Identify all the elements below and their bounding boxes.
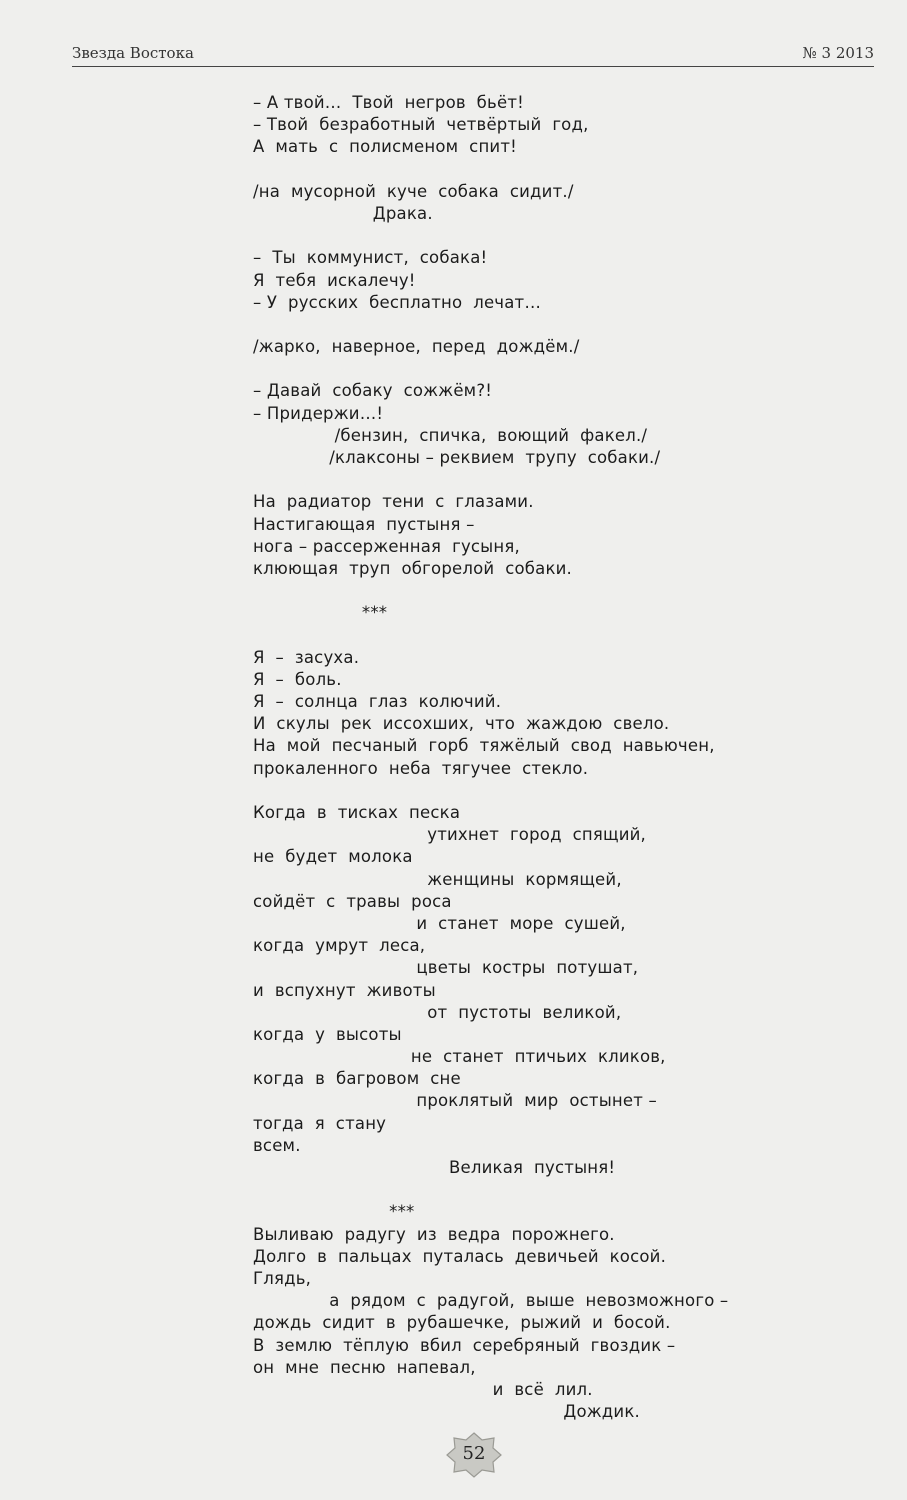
poem-line: Глядь, bbox=[253, 1268, 312, 1288]
issue-number: № 3 2013 bbox=[802, 44, 874, 62]
poem-line: На мой песчаный горб тяжёлый свод навьючен, bbox=[253, 736, 715, 756]
poem-line: клюющая труп обгорелой собаки. bbox=[253, 558, 572, 578]
poem-line: – Давай собаку сожжём?! bbox=[253, 381, 493, 401]
poem-line: он мне песню напевал, bbox=[253, 1357, 476, 1377]
poem-line: – А твой… Твой негров бьёт! bbox=[253, 93, 524, 112]
poem-line: сойдёт с травы роса bbox=[253, 891, 452, 911]
poem-line: тогда я стану bbox=[253, 1113, 387, 1133]
poem-line: женщины кормящей, bbox=[253, 869, 622, 889]
poem-line: Дождик. bbox=[253, 1402, 640, 1422]
poem-line: /жарко, наверное, перед дождём./ bbox=[253, 337, 580, 357]
poem-line: – У русских бесплатно лечат… bbox=[253, 292, 542, 312]
stanza-gap bbox=[253, 780, 773, 802]
poem-line: не будет молока bbox=[253, 847, 413, 867]
poem-line: утихнет город спящий, bbox=[253, 825, 646, 845]
stanza-gap bbox=[253, 314, 773, 336]
poem-text bbox=[253, 92, 773, 1423]
poem-line: – Твой безработный четвёртый год, bbox=[253, 115, 589, 135]
journal-title: Звезда Востока bbox=[72, 44, 194, 62]
poem-line: Я тебя искалечу! bbox=[253, 270, 416, 290]
poem-line: /на мусорной куче собака сидит./ bbox=[253, 181, 574, 201]
poem-line: когда умрут леса, bbox=[253, 936, 426, 956]
poem-line: и вспухнут животы bbox=[253, 980, 436, 1000]
poem-line: дождь сидит в рубашечке, рыжий и босой. bbox=[253, 1313, 671, 1333]
stanza-gap bbox=[253, 159, 773, 181]
poem-line: нога – рассерженная гусыня, bbox=[253, 536, 520, 556]
poem-line: Долго в пальцах путалась девичьей косой. bbox=[253, 1246, 667, 1266]
poem-line: прокаленного неба тягучее стекло. bbox=[253, 758, 589, 778]
poem-line: проклятый мир остынет – bbox=[253, 1091, 657, 1111]
poem-line: и станет море сушей, bbox=[253, 913, 626, 933]
poem-line: не станет птичьих кликов, bbox=[253, 1047, 666, 1067]
poem-line: /бензин, спичка, воющий факел./ bbox=[253, 425, 648, 445]
poem-line: Выливаю радугу из ведра порожнего. bbox=[253, 1224, 615, 1244]
header-divider bbox=[72, 66, 874, 67]
poem-line: *** bbox=[253, 1202, 415, 1222]
stanza-gap bbox=[253, 1179, 773, 1201]
page-number-badge bbox=[446, 1432, 502, 1478]
poem-line: когда в багровом сне bbox=[253, 1069, 461, 1089]
poem-line: – Придержи…! bbox=[253, 403, 384, 423]
poem-line: Я – боль. bbox=[253, 669, 342, 689]
poem-line: всем. bbox=[253, 1135, 301, 1155]
poem-line: /клаксоны – реквием трупу собаки./ bbox=[253, 448, 661, 467]
poem-line: Я – солнца глаз колючий. bbox=[253, 692, 502, 712]
stanza-gap bbox=[253, 625, 773, 647]
poem-line: и всё лил. bbox=[253, 1379, 593, 1399]
poem-line: И скулы рек иссохших, что жаждою свело. bbox=[253, 714, 670, 734]
poem-line: а рядом с радугой, выше невозможного – bbox=[253, 1291, 729, 1311]
poem-line: Драка. bbox=[253, 203, 433, 223]
stanza-gap bbox=[253, 225, 773, 247]
page-header bbox=[72, 42, 874, 66]
poem-line: Я – засуха. bbox=[253, 647, 360, 667]
poem-line: На радиатор тени с глазами. bbox=[253, 492, 534, 512]
poem-line: Когда в тисках песка bbox=[253, 803, 461, 822]
poem-line: когда у высоты bbox=[253, 1024, 402, 1044]
poem-line: Настигающая пустыня – bbox=[253, 514, 475, 534]
poem-line: *** bbox=[253, 603, 388, 623]
poem-line: В землю тёплую вбил серебряный гвоздик – bbox=[253, 1335, 676, 1355]
poem-line: Великая пустыня! bbox=[253, 1158, 616, 1177]
stanza-gap bbox=[253, 580, 773, 602]
poem-line: от пустоты великой, bbox=[253, 1002, 622, 1022]
stanza-gap bbox=[253, 358, 773, 380]
poem-line: – Ты коммунист, собака! bbox=[253, 248, 488, 268]
poem-line: А мать с полисменом спит! bbox=[253, 137, 517, 157]
stanza-gap bbox=[253, 469, 773, 491]
page-number: 52 bbox=[462, 1443, 486, 1464]
poem-line: цветы костры потушат, bbox=[253, 958, 639, 978]
